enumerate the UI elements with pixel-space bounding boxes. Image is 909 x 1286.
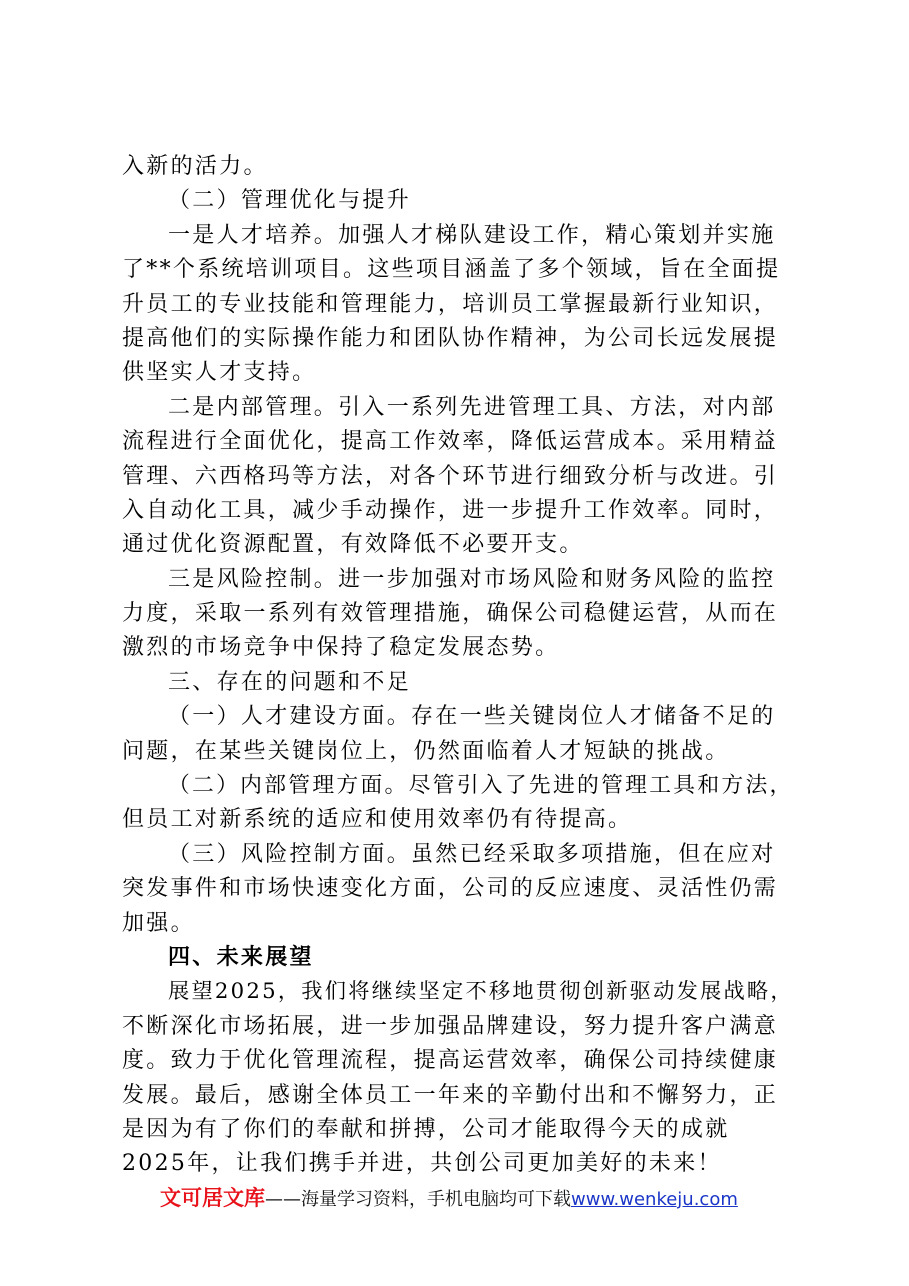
paragraph-line: 2025年，让我们携手并进，共创公司更加美好的未来！ [122,1151,722,1177]
paragraph-line: 提高他们的实际操作能力和团队协作精神，为公司长远发展提 [122,325,779,351]
paragraph-line: （三）风险控制方面。虽然已经采取多项措施，但在应对 [168,841,776,867]
paragraph-line: 度。致力于优化管理流程，提高运营效率，确保公司持续健康 [122,1048,779,1074]
paragraph-line: 问题，在某些关键岗位上，仍然面临着人才短缺的挑战。 [122,738,730,764]
paragraph-line: 力度，采取一系列有效管理措施，确保公司稳健运营，从而在 [122,601,779,627]
paragraph-line: 了**个系统培训项目。这些项目涵盖了多个领域，旨在全面提 [122,257,781,283]
footer-brand: 文可居文库 [160,1186,265,1210]
document-body [122,150,794,1182]
paragraph-line: 三是风险控制。进一步加强对市场风险和财务风险的监控 [168,566,776,592]
paragraph-line: 升员工的专业技能和管理能力，培训员工掌握最新行业知识， [122,291,779,317]
section-heading: 三、存在的问题和不足 [168,669,412,695]
section-heading: 四、未来展望 [168,944,314,970]
paragraph-line: （二）内部管理方面。尽管引入了先进的管理工具和方法， [168,773,794,799]
footer-link[interactable]: www.wenkeju.com [571,1189,738,1210]
paragraph-line: 是因为有了你们的奉献和拼搏，公司才能取得今天的成就 [122,1116,730,1142]
paragraph-line: 激烈的市场竞争中保持了稳定发展态势。 [122,635,560,661]
paragraph-line: 加强。 [122,910,195,936]
paragraph-line: 通过优化资源配置，有效降低不必要开支。 [122,532,584,558]
paragraph-line: 突发事件和市场快速变化方面，公司的反应速度、灵活性仍需 [122,876,779,902]
paragraph-line: 入新的活力。 [122,154,268,179]
footer-banner [160,1182,738,1212]
paragraph-line: 供坚实人才支持。 [122,360,317,386]
footer-slogan: ——海量学习资料，手机电脑均可下载 [265,1189,571,1210]
paragraph-line: 入自动化工具，减少手动操作，进一步提升工作效率。同时， [122,497,779,523]
paragraph-line: 一是人才培养。加强人才梯队建设工作，精心策划并实施 [168,222,776,248]
paragraph-line: 展望2025，我们将继续坚定不移地贯彻创新驱动发展战略， [168,979,794,1005]
paragraph-line: （一）人才建设方面。存在一些关键岗位人才储备不足的 [168,704,776,730]
section-subheading: （二）管理优化与提升 [168,188,412,214]
paragraph-line: 流程进行全面优化，提高工作效率，降低运营成本。采用精益 [122,429,779,455]
paragraph-line: 发展。最后，感谢全体员工一年来的辛勤付出和不懈努力，正 [122,1082,779,1108]
paragraph-line: 但员工对新系统的适应和使用效率仍有待提高。 [122,807,633,833]
paragraph-line: 管理、六西格玛等方法，对各个环节进行细致分析与改进。引 [122,463,779,489]
paragraph-line: 不断深化市场拓展，进一步加强品牌建设，努力提升客户满意 [122,1013,779,1039]
paragraph-line: 二是内部管理。引入一系列先进管理工具、方法，对内部 [168,394,776,420]
